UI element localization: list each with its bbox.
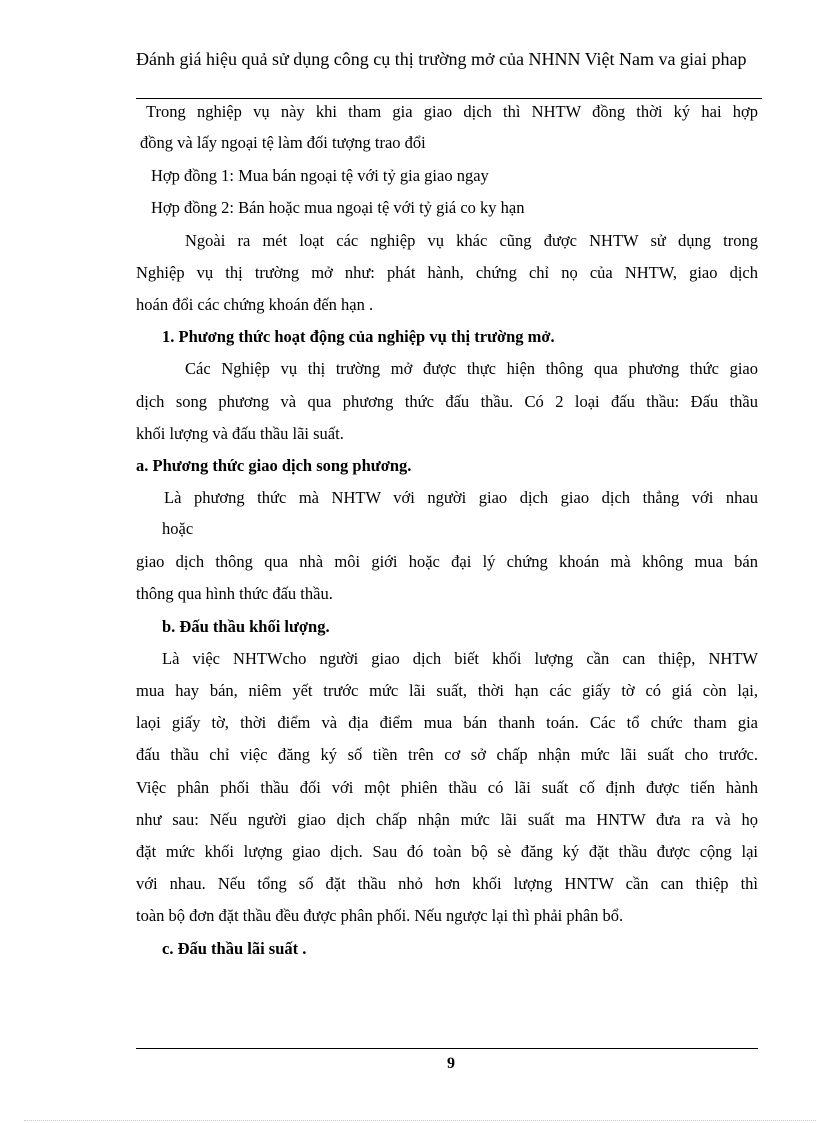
page-edge-divider [24,1120,816,1121]
section-heading: 1. Phương thức hoạt động của nghiệp vụ thị trường mở. [162,327,555,346]
paragraph-line: Là việc NHTWcho người giao dịch biết khối lượng cần can thiệp, NHTW [162,649,758,668]
paragraph-line: thông qua hình thức đấu thầu. [136,584,333,603]
header-rule [136,98,762,99]
paragraph-line: Trong nghiệp vụ này khi tham gia giao dịch thì NHTW đồng thời ký hai hợp [146,102,758,121]
contract-line: Hợp đồng 2: Bán hoặc mua ngoại tệ với tỷ giá co ky hạn [151,198,525,217]
footer-rule [136,1048,758,1049]
subsection-heading-a: a. Phương thức giao dịch song phương. [136,456,412,475]
paragraph-line: Ngoài ra mét loạt các nghiệp vụ khác cũng được NHTW sử dụng trong [185,231,758,250]
paragraph-line: đấu thầu chỉ việc đăng ký số tiền trên cơ sở chấp nhận mức lãi suất cho trước. [136,745,758,764]
paragraph-line: Các Nghiệp vụ thị trường mở được thực hiện thông qua phương thức giao [185,359,758,378]
contract-line: Hợp đồng 1: Mua bán ngoại tệ với tỷ gia giao ngay [151,166,489,185]
paragraph-line: giao dịch thông qua nhà môi giới hoặc đại lý chứng khoán mà không mua bán [136,552,758,571]
paragraph-line: Là phương thức mà NHTW với người giao dịch giao dịch thẳng với nhau [164,488,758,507]
paragraph-line: hoặc [162,519,194,538]
paragraph-line: đồng và lấy ngoại tệ làm đối tượng trao đổi [140,133,426,152]
running-header: Đánh giá hiệu quả sử dụng công cụ thị trường mở của NHNN Việt Nam va giai phap [136,49,747,69]
subsection-heading-c: c. Đấu thầu lãi suất . [162,939,307,958]
paragraph-line: hoán đổi các chứng khoán đến hạn . [136,295,374,314]
paragraph-line: với nhau. Nếu tổng số đặt thầu nhỏ hơn khối lượng HNTW cần can thiệp thì [136,874,758,893]
subsection-heading-b: b. Đấu thầu khối lượng. [162,617,330,636]
paragraph-line: khối lượng và đấu thầu lãi suất. [136,424,344,443]
paragraph-line: mua hay bán, niêm yết trước mức lãi suất, thời hạn các giấy tờ có giá còn lại, [136,681,758,700]
paragraph-line: như sau: Nếu người giao dịch chấp nhận mức lãi suất ma HNTW đưa ra và họ [136,810,758,829]
paragraph-line: toàn bộ đơn đặt thầu đều được phân phối. Nếu ngược lại thì phải phân bổ. [136,906,624,925]
paragraph-line: dịch song phương và qua phương thức đấu thầu. Có 2 loại đấu thầu: Đấu thầu [136,392,758,411]
paragraph-line: laọi giấy tờ, thời điểm và địa điểm mua bán thanh toán. Các tổ chức tham gia [136,713,758,732]
paragraph-line: Nghiệp vụ thị trường mở như: phát hành, chứng chỉ nọ của NHTW, giao dịch [136,263,758,282]
paragraph-line: Việc phân phối thầu đối với một phiên thầu có lãi suất cố định được tiến hành [136,778,758,797]
page-number: 9 [447,1055,455,1072]
paragraph-line: đặt mức khối lượng giao dịch. Sau đó toàn bộ sè đăng ký đặt thầu được cộng lại [136,842,758,861]
